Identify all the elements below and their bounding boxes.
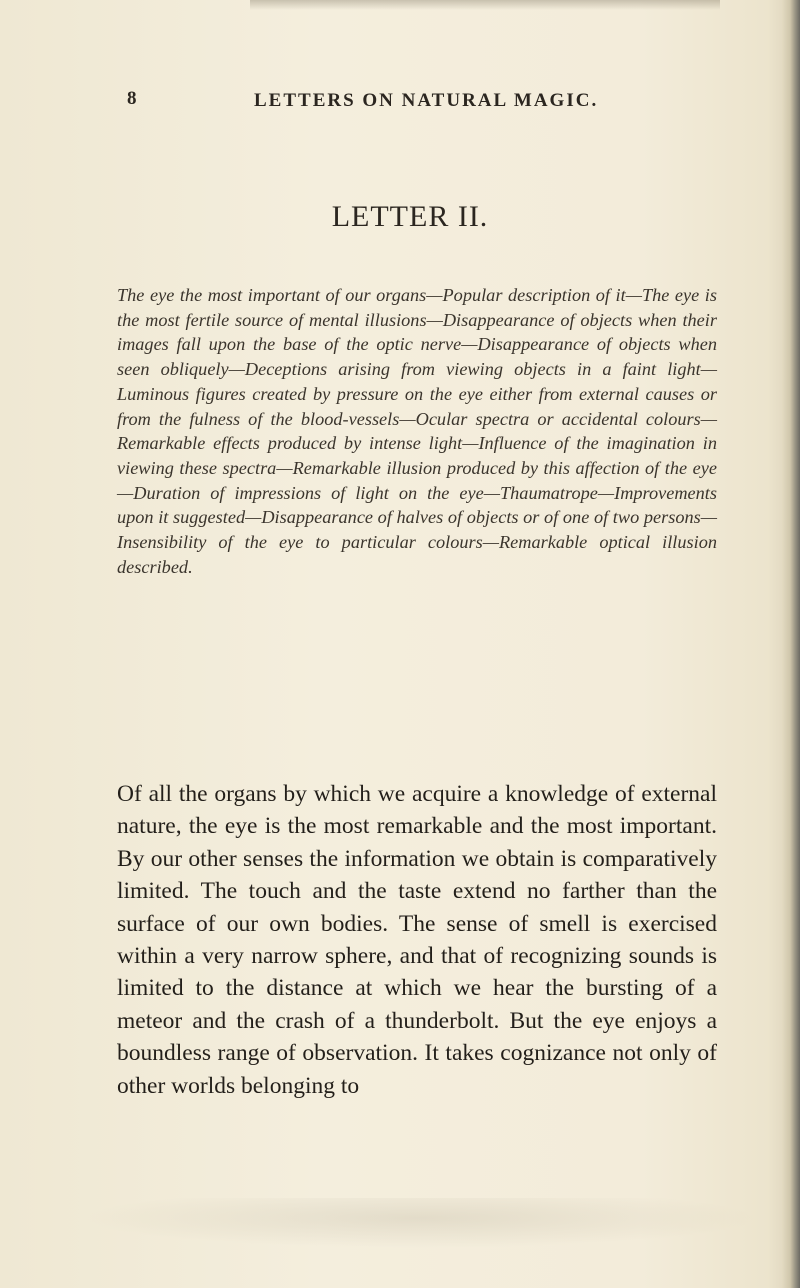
body-paragraph-text: all the organs by which we acquire a knowledge of external nature, the eye is the most remarkable and the most important. By our other senses the information we obtain is comparatively limited. The touch and the taste extend no farther than the surface of our own bodies. The sense of smell is exercised within a very narrow sphere, and that of recognizing sounds is limited to the distance at which we hear the bursting of a meteor and the crash of a thunderbolt. But the eye enjoys a boundless range of observation. It takes cognizance not only of other worlds belonging to	[117, 781, 717, 1099]
chapter-title: LETTER II.	[331, 200, 489, 233]
body-paragraph	[117, 778, 717, 1102]
chapter-summary: The eye the most important of our organs—Popular description of it—The eye is the most fertile source of mental illusions—Disappearance of objects when their images fall upon the base of the optic nerve—Disappearance of objects when seen obliquely—Deceptions arising from viewing objects in a faint light—Luminous figures created by pressure on the eye either from external causes or from the fulness of the blood-vessels—Ocular spectra or accidental colours—Remarkable effects produced by intense light—Influence of the imagination in viewing these spectra—Remarkable illusion produced by this affection of the eye—Duration of impressions of light on the eye—Thaumatrope—Improvements upon it suggested—Disappearance of halves of objects or of one of two persons—Insensibility of the eye to particular colours—Remarkable optical illusion described.	[117, 285, 717, 577]
page-top-shadow	[250, 0, 720, 10]
page-number: 8	[127, 88, 137, 109]
opening-word: Of	[117, 781, 142, 807]
page-binding-edge	[782, 0, 800, 1288]
page-smudge	[80, 1198, 760, 1248]
running-head: LETTERS ON NATURAL MAGIC.	[254, 90, 599, 111]
